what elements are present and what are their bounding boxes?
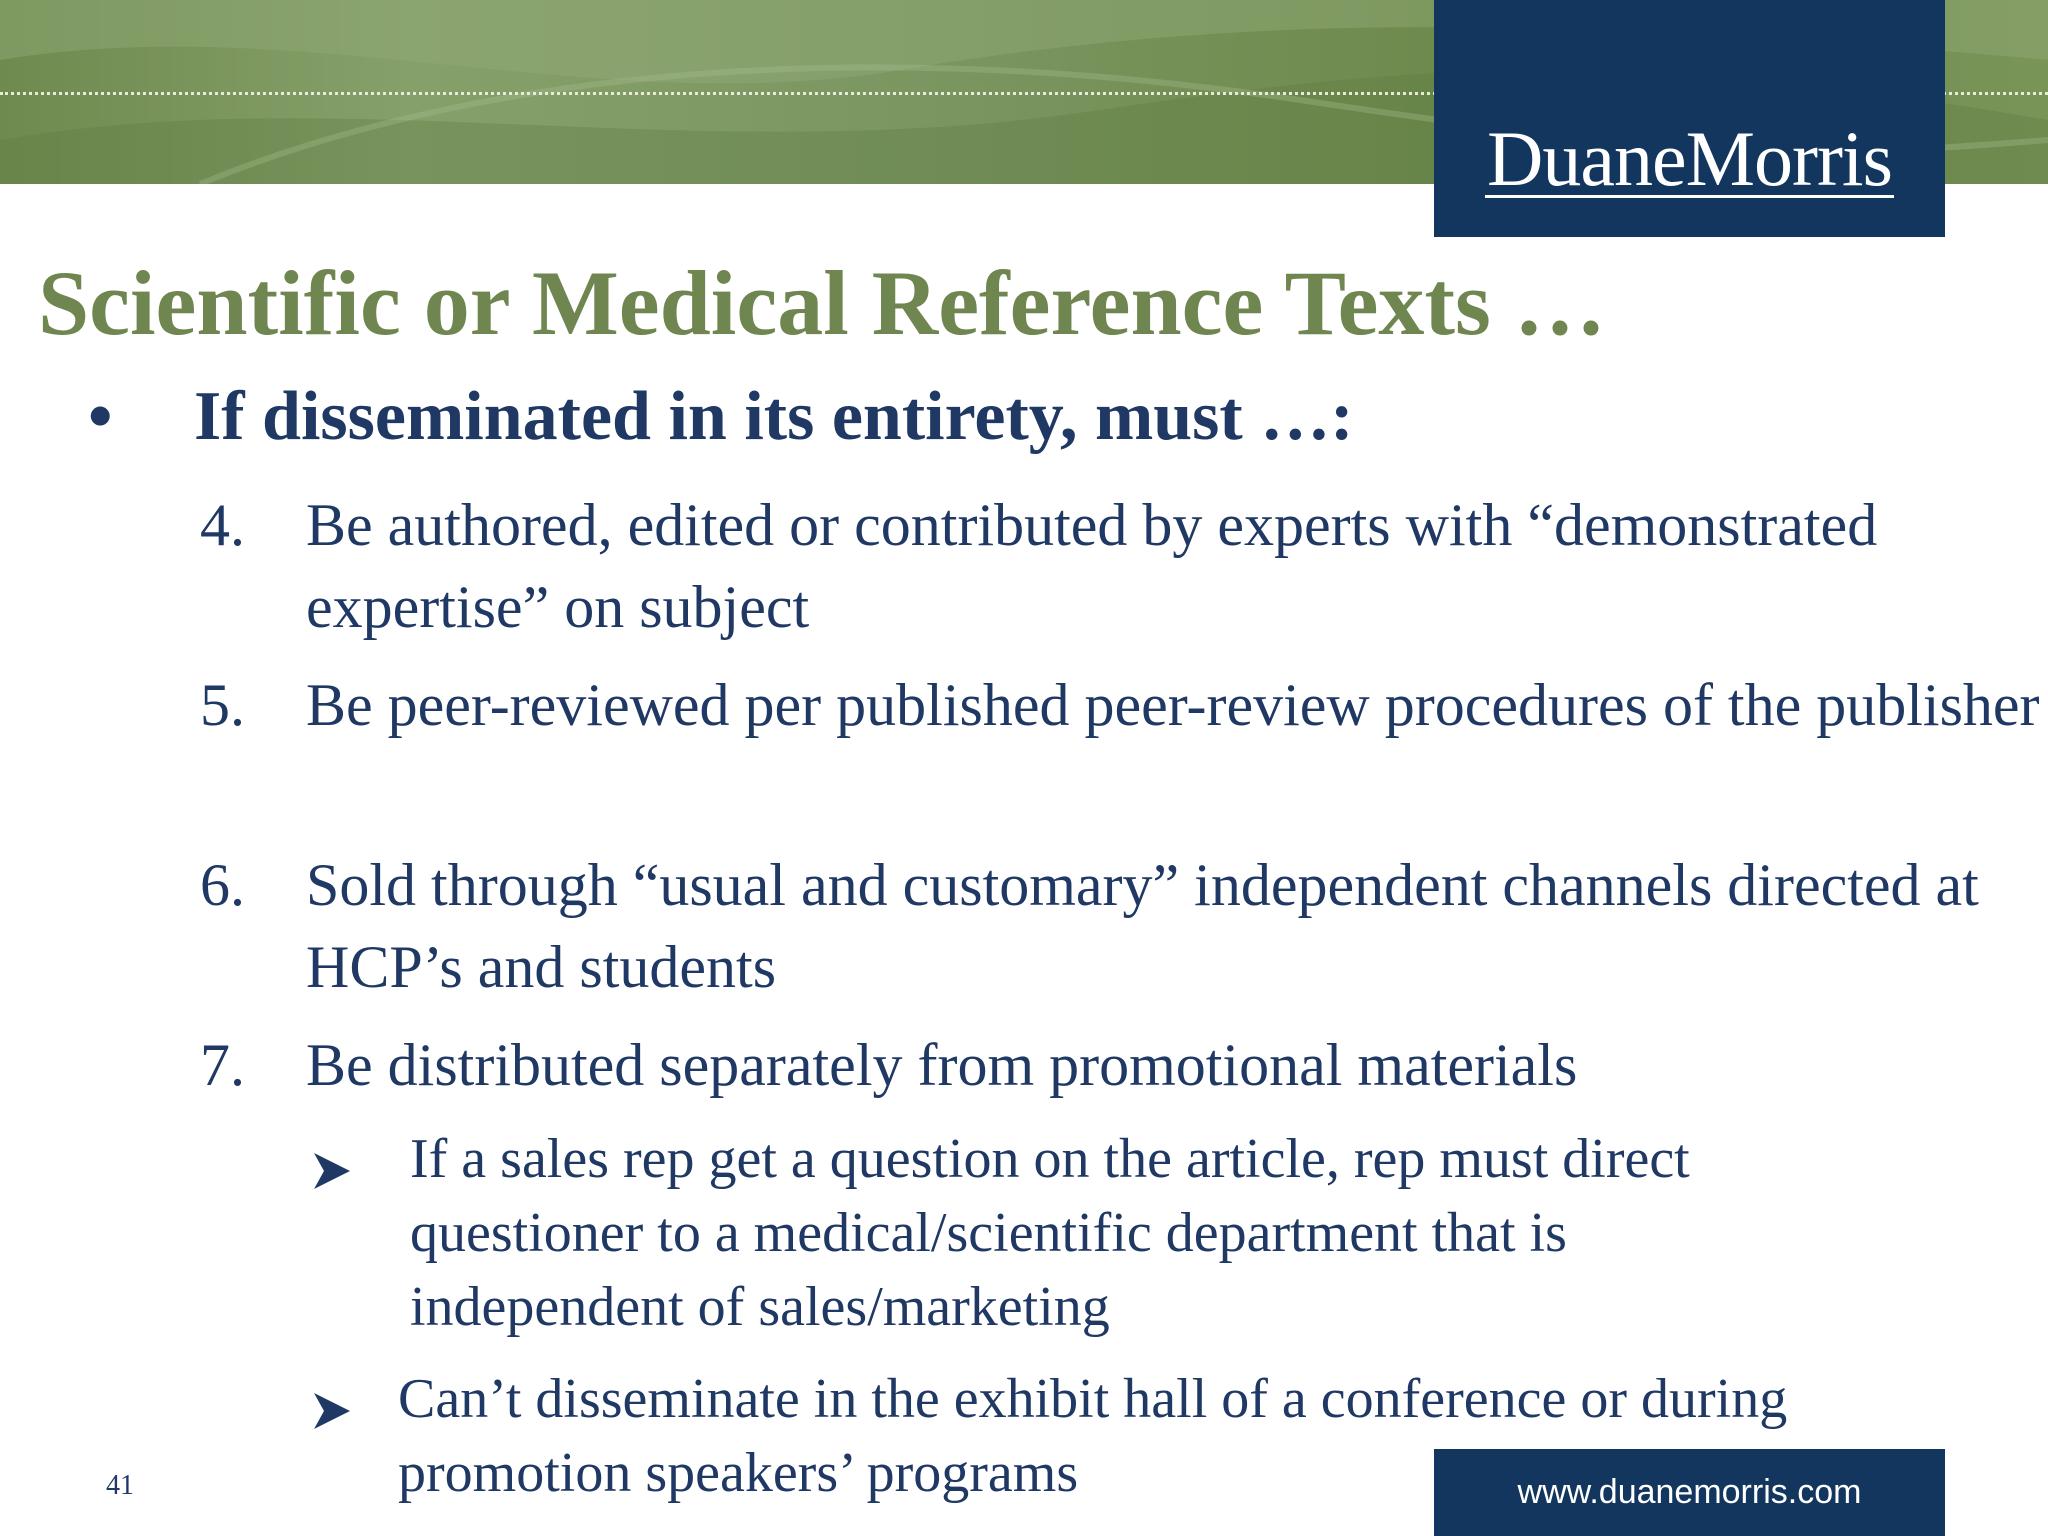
item-number: 5. — [200, 672, 245, 738]
arrow-right-icon — [312, 1376, 352, 1450]
brand-logo: DuaneMorris — [1487, 115, 1892, 202]
footer-url[interactable]: www.duanemorris.com — [1517, 1473, 1862, 1511]
item-text: Be peer-reviewed per published peer-review procedures of the publisher — [306, 672, 2040, 738]
item-text: Be distributed separately from promotional materials — [306, 1032, 1578, 1098]
item-number: 6. — [200, 852, 245, 918]
sub-bullet-text: Can’t disseminate in the exhibit hall of a conference or during promotion speakers’ programs — [398, 1368, 1788, 1504]
item-text: Sold through “usual and customary” independent channels directed at HCP’s and students — [306, 852, 1979, 1000]
page-number: 41 — [106, 1470, 134, 1501]
slide-title: Scientific or Medical Reference Texts … — [38, 252, 1606, 354]
sub-bullet-text: If a sales rep get a question on the article, rep must direct questioner to a medical/scientific department that is independent of sales/marketing — [410, 1128, 1690, 1338]
item-number: 4. — [200, 492, 245, 558]
item-text: Be authored, edited or contributed by experts with “demonstrated expertise” on subject — [306, 492, 1878, 640]
item-number: 7. — [200, 1032, 245, 1098]
arrow-right-icon — [312, 1136, 352, 1210]
main-bullet-text: If disseminated in its entirety, must …: — [194, 378, 1354, 455]
brand-logo-box — [1434, 0, 1945, 237]
main-bullet — [88, 372, 1354, 462]
bullet-dot-icon: • — [88, 378, 113, 455]
footer-url-box — [1434, 1449, 1945, 1536]
